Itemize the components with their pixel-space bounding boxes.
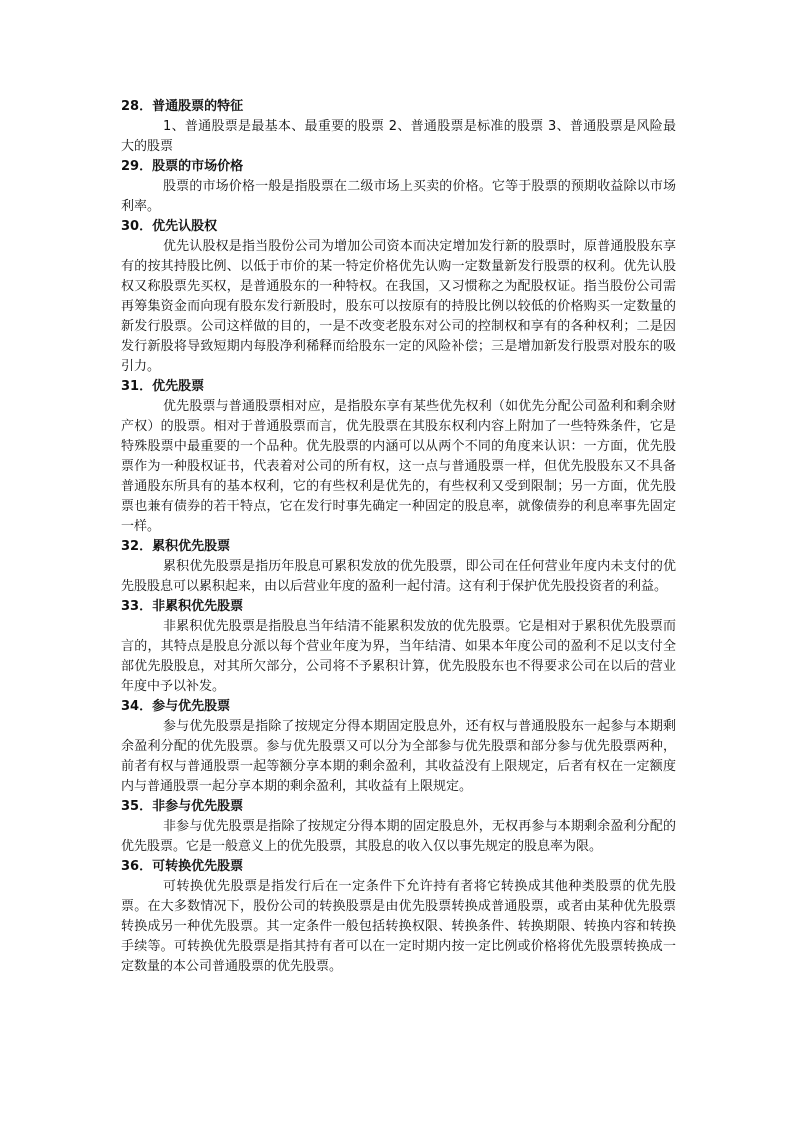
- section-title: 28．普通股票的特征: [121, 99, 244, 114]
- section-34: [121, 697, 676, 797]
- section-body: 1、普通股票是最基本、最重要的股票 2、普通股票是标准的股票 3、普通股票是风险最大的股票: [121, 119, 676, 154]
- section-title: 31．优先股票: [121, 379, 205, 394]
- section-body: 非累积优先股票是指股息当年结清不能累积发放的优先股票。它是相对于累积优先股票而言的，其特点是股息分派以每个营业年度为界，当年结清、如果本年度公司的盈利不足以支付全部优先股股息，对其所欠部分，公司将不予累积计算，优先股股东也不得要求公司在以后的营业年度中予以补发。: [121, 619, 676, 694]
- section-title: 29．股票的市场价格: [121, 159, 244, 174]
- section-body: 可转换优先股票是指发行后在一定条件下允许持有者将它转换成其他种类股票的优先股票。在大多数情况下，股份公司的转换股票是由优先股票转换成普通股票，或者由某种优先股票转换成另一种优先股票。其一定条件一般包括转换权限、转换条件、转换期限、转换内容和转换手续等。可转换优先股票是指其持有者可以在一定时期内按一定比例或价格将优先股票转换成一定数量的本公司普通股票的优先股票。: [121, 879, 676, 974]
- section-36: [121, 857, 676, 977]
- section-title: 33．非累积优先股票: [121, 599, 244, 614]
- section-29: [121, 157, 676, 217]
- section-35: [121, 797, 676, 857]
- section-title: 34．参与优先股票: [121, 699, 231, 714]
- section-title: 32．累积优先股票: [121, 539, 231, 554]
- section-title: 36．可转换优先股票: [121, 859, 244, 874]
- section-body: 优先认股权是指当股份公司为增加公司资本而决定增加发行新的股票时，原普通股股东享有的按其持股比例、以低于市价的某一特定价格优先认购一定数量新发行股票的权利。优先认股权又称股票先买权，是普通股东的一种特权。在我国，又习惯称之为配股权证。指当股份公司需再筹集资金而向现有股东发行新股时，股东可以按原有的持股比例以较低的价格购买一定数量的新发行股票。公司这样做的目的，一是不改变老股东对公司的控制权和享有的各种权利；二是因发行新股将导致短期内每股净利稀释而给股东一定的风险补偿；三是增加新发行股票对股东的吸引力。: [121, 239, 676, 374]
- section-30: [121, 217, 676, 377]
- section-body: 参与优先股票是指除了按规定分得本期固定股息外，还有权与普通股股东一起参与本期剩余盈利分配的优先股票。参与优先股票又可以分为全部参与优先股票和部分参与优先股票两种，前者有权与普通股票一起等额分享本期的剩余盈利，其收益没有上限规定，后者有权在一定额度内与普通股票一起分享本期的剩余盈利，其收益有上限规定。: [121, 719, 676, 794]
- section-body: 优先股票与普通股票相对应，是指股东享有某些优先权利（如优先分配公司盈利和剩余财产权）的股票。相对于普通股票而言，优先股票在其股东权利内容上附加了一些特殊条件，它是特殊股票中最重要的一个品种。优先股票的内涵可以从两个不同的角度来认识：一方面，优先股票作为一种股权证书，代表着对公司的所有权，这一点与普通股票一样，但优先股股东又不具备普通股东所具有的基本权利，它的有些权利是优先的，有些权利又受到限制；另一方面，优先股票也兼有债券的若干特点，它在发行时事先确定一种固定的股息率，就像债券的利息率事先固定一样。: [121, 399, 676, 534]
- section-title: 30．优先认股权: [121, 219, 218, 234]
- section-title: 35．非参与优先股票: [121, 799, 244, 814]
- section-body: 累积优先股票是指历年股息可累积发放的优先股票，即公司在任何营业年度内未支付的优先股股息可以累积起来，由以后营业年度的盈利一起付清。这有利于保护优先股投资者的利益。: [121, 559, 676, 594]
- section-body: 非参与优先股票是指除了按规定分得本期的固定股息外，无权再参与本期剩余盈利分配的优先股票。它是一般意义上的优先股票，其股息的收入仅以事先规定的股息率为限。: [121, 819, 676, 854]
- section-31: [121, 377, 676, 537]
- document-content: [121, 97, 676, 977]
- section-body: 股票的市场价格一般是指股票在二级市场上买卖的价格。它等于股票的预期收益除以市场利率。: [121, 179, 676, 214]
- section-32: [121, 537, 676, 597]
- section-28: [121, 97, 676, 157]
- section-33: [121, 597, 676, 697]
